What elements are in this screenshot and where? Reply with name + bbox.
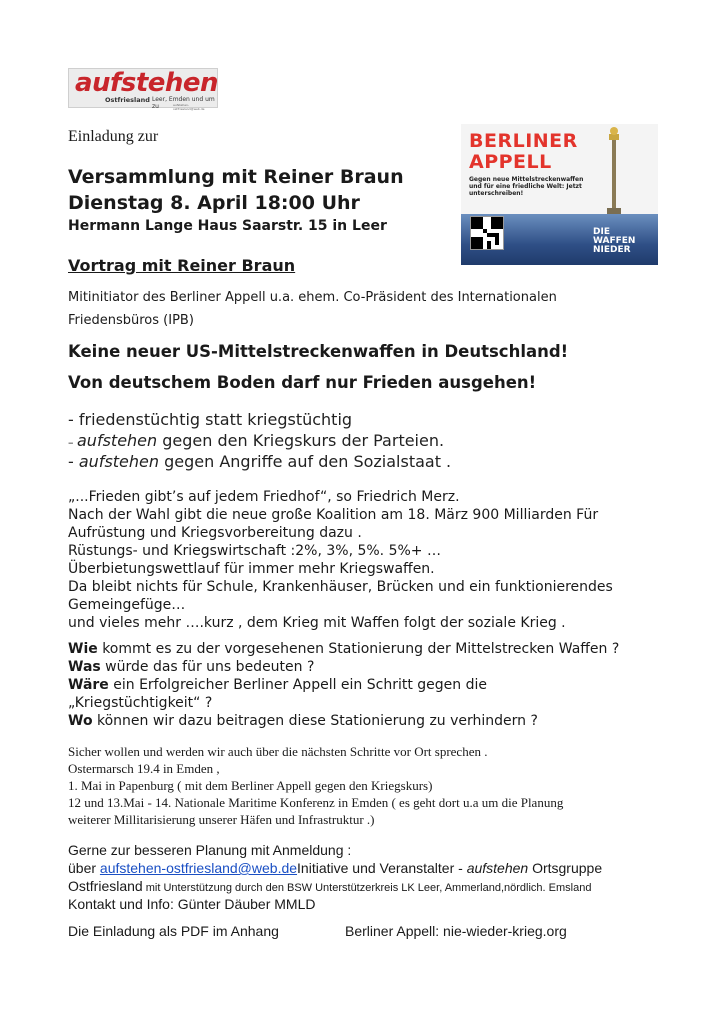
contact-line: [68, 860, 602, 876]
organizer-emphasis: aufstehen: [466, 860, 529, 876]
poster-slogan: [593, 228, 635, 255]
bullet-3-emphasis: aufstehen: [78, 452, 160, 471]
question-1: [68, 640, 619, 658]
question-3-text: ein Erfolgreicher Berliner Appell ein Schritt gegen die: [108, 677, 487, 693]
quote-line: Nach der Wahl gibt die neue große Koalition am 18. März 900 Milliarden Für: [68, 507, 599, 523]
poster-title-line1: BERLINER: [469, 130, 578, 152]
question-2-keyword: Was: [68, 659, 101, 675]
headline-2: Von deutschem Boden darf nur Frieden ausgehen!: [68, 373, 537, 392]
bullet-3-text: gegen Angriffe auf den Sozialstaat .: [159, 452, 452, 471]
quote-line: Aufrüstung und Kriegsvorbereitung dazu .: [68, 525, 362, 541]
poster-tagline: Gegen neue Mittelstreckenwaffen und für eine friedliche Welt: Jetzt unterschreiben!: [469, 176, 584, 197]
slogan-die: DIE: [593, 227, 610, 237]
support-region: Ostfriesland: [68, 878, 143, 894]
organizer-text: Initiative und Veranstalter -: [297, 860, 467, 876]
talk-title: Vortrag mit Reiner Braun: [68, 256, 296, 275]
schedule-line: 12 und 13.Mai - 14. Nationale Maritime Konferenz in Emden ( es geht dort u.a um die Planung: [68, 795, 564, 810]
berliner-appell-poster: [461, 124, 658, 265]
question-4: [68, 712, 538, 730]
bullet-2: [68, 431, 444, 450]
quote-line: Überbietungswettlauf für immer mehr Kriegswaffen.: [68, 561, 435, 577]
appell-website: Berliner Appell: nie-wieder-krieg.org: [345, 923, 567, 939]
question-4-keyword: Wo: [68, 713, 93, 729]
poster-title-line2: APPELL: [469, 151, 552, 173]
event-date: Dienstag 8. April 18:00 Uhr: [68, 192, 360, 214]
question-2: [68, 658, 314, 676]
bullet-1: - friedenstüchtig statt kriegstüchtig: [68, 410, 353, 429]
qr-code-icon: [470, 216, 504, 250]
logo-tiny-text: aufstehen-ostfriesland@web.de: [173, 103, 205, 111]
quote-line: Rüstungs- und Kriegswirtschaft :2%, 3%, 5%. 5%+ …: [68, 543, 441, 559]
event-venue: Hermann Lange Haus Saarstr. 15 in Leer: [68, 218, 387, 234]
schedule-line: Sicher wollen und werden wir auch über die nächsten Schritte vor Ort sprechen .: [68, 744, 488, 759]
quote-line: „...Frieden gibt’s auf jedem Friedhof“, so Friedrich Merz.: [68, 489, 460, 505]
logo-subtitle: Leer, Emden und um zu: [152, 96, 215, 110]
registration-note: Gerne zur besseren Planung mit Anmeldung :: [68, 842, 352, 858]
slogan-nieder: NIEDER: [593, 245, 631, 255]
organizer-group: Ortsgruppe: [528, 860, 603, 876]
slogan-waffen: WAFFEN: [593, 236, 636, 246]
quote-line: Gemeingefüge…: [68, 597, 186, 613]
logo-region: Ostfriesland: [105, 96, 150, 104]
question-4-text: können wir dazu beitragen diese Stationierung zu verhindern ?: [92, 713, 538, 729]
schedule-line: 1. Mai in Papenburg ( mit dem Berliner Appell gegen den Kriegskurs): [68, 778, 433, 793]
question-2-text: würde das für uns bedeuten ?: [100, 659, 315, 675]
contact-prefix: über: [68, 860, 100, 876]
bullet-3: [68, 452, 451, 471]
question-1-keyword: Wie: [68, 641, 98, 657]
contact-info: Kontakt und Info: Günter Däuber MMLD: [68, 896, 316, 912]
speaker-description-line2: Friedensbüros (IPB): [68, 313, 194, 328]
invitation-intro: Einladung zur: [68, 128, 159, 145]
logo-word: aufstehen: [75, 68, 219, 98]
bullet-2-emphasis: aufstehen: [77, 431, 158, 450]
question-3: [68, 676, 487, 694]
email-link[interactable]: aufstehen-ostfriesland@web.de: [99, 860, 298, 876]
schedule-line: Ostermarsch 19.4 in Emden ,: [68, 761, 220, 776]
aufstehen-logo: [68, 68, 219, 111]
pdf-note: Die Einladung als PDF im Anhang: [68, 923, 279, 939]
question-1-text: kommt es zu der vorgesehenen Stationierung der Mittelstrecken Waffen ?: [97, 641, 620, 657]
bullet-2-prefix: –: [68, 436, 77, 449]
victory-column-icon: [601, 124, 627, 222]
support-text: mit Unterstützung durch den BSW Unterstützerkreis LK Leer, Ammerland,nördlich. Emsland: [142, 882, 592, 894]
quote-line: und vieles mehr ….kurz , dem Krieg mit Waffen folgt der soziale Krieg .: [68, 615, 566, 631]
bullet-3-prefix: -: [68, 452, 79, 471]
schedule-line: weiterer Millitarisierung unserer Häfen und Infrastruktur .): [68, 812, 375, 827]
support-line: [68, 878, 591, 894]
headline-1: Keine neuer US-Mittelstreckenwaffen in Deutschland!: [68, 342, 569, 361]
question-3-keyword: Wäre: [68, 677, 109, 693]
bullet-2-text: gegen den Kriegskurs der Parteien.: [157, 431, 445, 450]
speaker-description-line1: Mitinitiator des Berliner Appell u.a. ehem. Co-Präsident des Internationalen: [68, 290, 557, 305]
question-3-continued: „Kriegstüchtigkeit“ ?: [68, 695, 213, 711]
quote-line: Da bleibt nichts für Schule, Krankenhäuser, Brücken und ein funktionierendes: [68, 579, 613, 595]
event-title: Versammlung mit Reiner Braun: [68, 166, 404, 188]
